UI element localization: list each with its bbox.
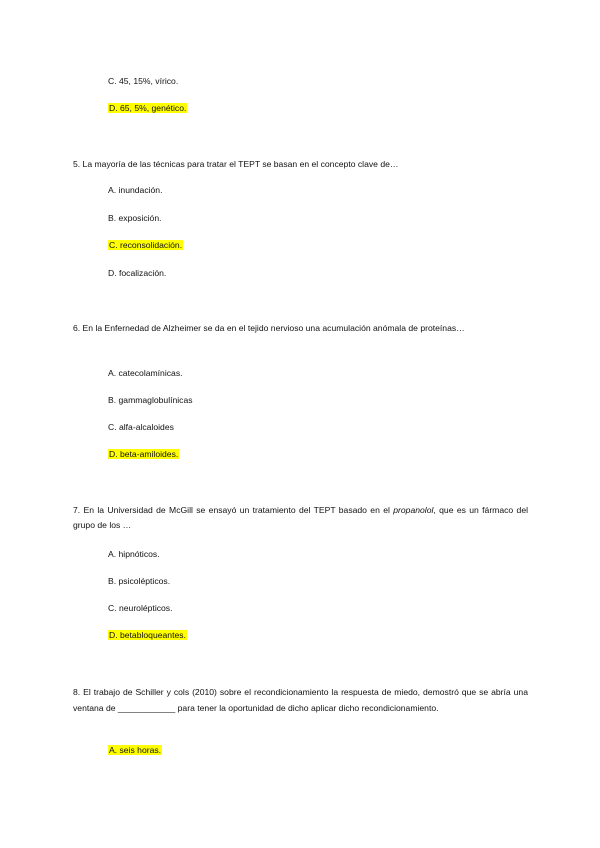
- q7-option-c: C. neurolépticos.: [108, 603, 173, 613]
- q7-option-d-highlight: D. betabloqueantes.: [109, 630, 186, 640]
- q5-option-c-highlight: C. reconsolidación.: [109, 240, 183, 250]
- q8-stem: 8. El trabajo de Schiller y cols (2010) sobre el recondicionamiento la respuesta de miedo, demostró que se abría una ventana de ____________ para tener la oportunidad de dicho aplicar dicho recondicionamiento.: [73, 687, 528, 713]
- q7-stem-end: , que es un fármaco del grupo de los …: [73, 505, 529, 530]
- q4-option-c: C. 45, 15%, vírico.: [108, 76, 179, 86]
- q7-option-b: B. psicolépticos.: [108, 576, 171, 586]
- q6-option-d-highlight: D. beta-amiloides.: [109, 449, 179, 459]
- q6-stem: 6. En la Enfernedad de Alzheimer se da en el tejido nervioso una acumulación anómala de proteínas…: [73, 323, 465, 333]
- q7-stem-drug: propanolol: [393, 505, 434, 515]
- q5-stem: 5. La mayoría de las técnicas para tratar el TEPT se basan en el concepto clave de…: [73, 159, 399, 169]
- q5-option-d: D. focalización.: [108, 268, 167, 278]
- q5-option-b: B. exposición.: [108, 213, 162, 223]
- q5-option-a: A. inundación.: [108, 185, 163, 195]
- q7-option-a: A. hipnóticos.: [108, 549, 160, 559]
- q4-option-d-highlight: D. 65, 5%, genético.: [109, 103, 187, 113]
- q6-option-d: [108, 447, 179, 461]
- q7-stem-start: 7. En la Universidad de McGill se ensayó un tratamiento del TEPT basado en el: [73, 505, 394, 515]
- q7-option-d: [108, 628, 187, 642]
- q7-stem: [73, 503, 528, 533]
- q8-option-a: [108, 743, 162, 757]
- q5-option-c: [108, 238, 183, 252]
- q6-option-a: A. catecolamínicas.: [108, 368, 183, 378]
- q8-option-a-highlight: A. seis horas.: [109, 745, 162, 755]
- q4-option-d: [108, 101, 187, 115]
- q6-option-b: B. gammaglobulínicas: [108, 395, 193, 405]
- q6-option-c: C. alfa-alcaloides: [108, 422, 174, 432]
